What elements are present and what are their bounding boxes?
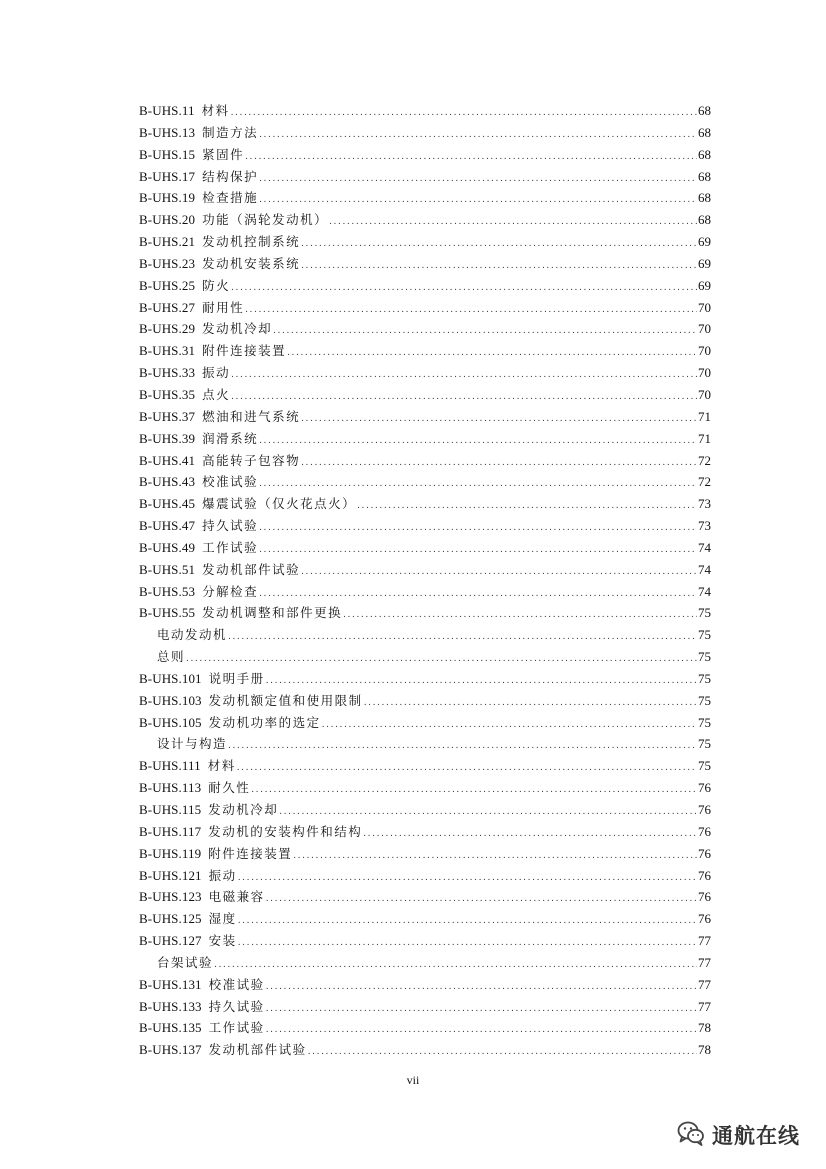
toc-entry-code: B-UHS.20: [139, 212, 196, 228]
toc-entry-code: B-UHS.29: [139, 321, 196, 337]
toc-entry-title: 振动: [202, 365, 231, 381]
toc-entry-code: B-UHS.53: [139, 583, 196, 599]
watermark-text: 通航在线: [712, 1124, 800, 1148]
toc-entry-title: 工作试验: [202, 539, 259, 555]
toc-entry-title: 紧固件: [202, 146, 245, 162]
toc-entry-page: 76: [698, 889, 711, 905]
toc-entry: [139, 515, 711, 537]
dot-leader: [266, 999, 697, 1021]
toc-entry-code: B-UHS.31: [139, 343, 196, 359]
toc-entry-code: B-UHS.101: [139, 670, 202, 686]
toc-entry-page: 75: [698, 692, 711, 708]
toc-entry-page: 77: [698, 954, 711, 970]
toc-entry-title: 湿度: [208, 911, 237, 927]
toc-entry-code: B-UHS.13: [139, 124, 196, 140]
toc-entry-page: 75: [698, 736, 711, 752]
toc-entry-page: 68: [698, 103, 711, 118]
toc-entry: [139, 974, 711, 996]
dot-leader: [301, 562, 697, 584]
dot-leader: [214, 955, 697, 977]
toc-entry-title: 分解检查: [202, 583, 259, 599]
toc-entry-title: 燃油和进气系统: [202, 408, 301, 424]
toc-entry-title: 电动发动机: [157, 627, 228, 643]
toc-entry-title: 持久试验: [202, 518, 259, 534]
toc-entry-title: 点火: [202, 386, 231, 402]
toc-entry-page: 68: [698, 124, 711, 140]
dot-leader: [266, 977, 697, 999]
toc-entry-code: B-UHS.11: [139, 103, 195, 118]
toc-entry: [139, 777, 711, 799]
toc-entry-page: 72: [698, 452, 711, 468]
toc-entry-page: 78: [698, 1020, 711, 1036]
toc-entry-title: 防火: [202, 277, 231, 293]
dot-leader: [266, 1020, 697, 1042]
dot-leader: [363, 824, 697, 846]
toc-entry-title: 制造方法: [202, 124, 259, 140]
toc-entry-page: 77: [698, 933, 711, 949]
toc-entry: [139, 537, 711, 559]
toc-entry: [139, 996, 711, 1018]
toc-entry-code: B-UHS.17: [139, 168, 196, 184]
toc-entry: [139, 559, 711, 581]
dot-leader: [231, 387, 697, 409]
dot-leader: [228, 627, 697, 649]
toc-entry-page: 76: [698, 867, 711, 883]
dot-leader: [259, 540, 697, 562]
dot-leader: [293, 846, 697, 868]
toc-entry-code: B-UHS.119: [139, 845, 202, 861]
toc-entry-page: 74: [698, 539, 711, 555]
dot-leader: [259, 518, 697, 540]
toc-entry-title: 安装: [208, 933, 237, 949]
toc-entry-page: 75: [698, 627, 711, 643]
toc-entry-title: 发动机安装系统: [202, 255, 301, 271]
toc-entry-title: 附件连接装置: [208, 845, 293, 861]
toc-entry: [139, 581, 711, 603]
toc-entry: [139, 406, 711, 428]
toc-entry-title: 电磁兼容: [208, 889, 265, 905]
toc-entry-code: B-UHS.121: [139, 867, 202, 883]
toc-entry-code: B-UHS.125: [139, 911, 202, 927]
toc-entry-title: 设计与构造: [157, 736, 228, 752]
toc-entry-title: 发动机的安装构件和结构: [208, 823, 363, 839]
dot-leader: [245, 147, 697, 169]
toc-entry-title: 检查措施: [202, 190, 259, 206]
toc-entry: [139, 209, 711, 231]
toc-entry-code: B-UHS.25: [139, 277, 196, 293]
toc-entry-title: 振动: [208, 867, 237, 883]
dot-leader: [259, 431, 697, 453]
toc-entry-code: B-UHS.21: [139, 234, 196, 250]
toc-entry-page: 72: [698, 474, 711, 490]
toc-section-heading: [139, 646, 711, 668]
toc-entry: [139, 297, 711, 319]
toc-entry-page: 74: [698, 561, 711, 577]
toc-entry-page: 70: [698, 343, 711, 359]
toc-entry: [139, 712, 711, 734]
toc-entry-code: B-UHS.37: [139, 408, 196, 424]
toc-entry: [139, 428, 711, 450]
toc-entry-title: 耐用性: [202, 299, 245, 315]
toc-entry-code: B-UHS.113: [139, 780, 202, 796]
toc-entry-page: 68: [698, 168, 711, 184]
toc-entry-title: 工作试验: [208, 1020, 265, 1036]
toc-entry-page: 70: [698, 321, 711, 337]
dot-leader: [308, 1042, 697, 1064]
toc-entry-page: 71: [698, 430, 711, 446]
toc-entry: [139, 318, 711, 340]
toc-entry-page: 78: [698, 1042, 711, 1058]
toc-entry-title: 发动机冷却: [202, 321, 273, 337]
toc-entry-code: B-UHS.43: [139, 474, 196, 490]
toc-entry-code: B-UHS.49: [139, 539, 196, 555]
toc-entry-page: 70: [698, 299, 711, 315]
toc-entry-code: B-UHS.27: [139, 299, 196, 315]
toc-entry-code: B-UHS.103: [139, 692, 202, 708]
dot-leader: [259, 169, 697, 191]
toc-entry: [139, 690, 711, 712]
toc-entry: [139, 362, 711, 384]
toc-entry-title: 发动机额定值和使用限制: [208, 692, 363, 708]
dot-leader: [228, 736, 697, 758]
toc-entry-page: 76: [698, 802, 711, 817]
dot-leader: [238, 911, 697, 933]
dot-leader: [301, 234, 697, 256]
toc-entry-page: 75: [698, 649, 711, 665]
toc-entry: [139, 865, 711, 887]
toc-entry-page: 76: [698, 911, 711, 927]
wechat-icon: [676, 1118, 712, 1152]
dot-leader: [357, 496, 697, 518]
toc-entry: [139, 122, 711, 144]
toc-entry-page: 75: [698, 605, 711, 621]
toc-section-heading: [139, 624, 711, 646]
toc-entry-page: 68: [698, 190, 711, 206]
toc-entry-code: B-UHS.19: [139, 190, 196, 206]
dot-leader: [231, 103, 697, 125]
toc-entry-page: 75: [698, 670, 711, 686]
toc-entry-title: 发动机功率的选定: [208, 714, 321, 730]
toc-entry-code: B-UHS.137: [139, 1042, 202, 1058]
toc-entry-title: 台架试验: [157, 954, 214, 970]
dot-leader: [231, 365, 697, 387]
toc-entry-page: 73: [698, 518, 711, 534]
dot-leader: [259, 125, 697, 147]
toc-entry-title: 说明手册: [208, 670, 265, 686]
toc-entry-code: B-UHS.33: [139, 365, 196, 381]
dot-leader: [237, 758, 697, 780]
dot-leader: [231, 278, 697, 300]
toc-entry-code: B-UHS.133: [139, 998, 202, 1014]
toc-entry-title: 润滑系统: [202, 430, 259, 446]
toc-entry-page: 68: [698, 146, 711, 162]
toc-section-heading: [139, 733, 711, 755]
toc-entry: [139, 821, 711, 843]
toc-entry-code: B-UHS.15: [139, 146, 196, 162]
toc-entry-code: B-UHS.47: [139, 518, 196, 534]
toc-entry: [139, 930, 711, 952]
dot-leader: [329, 212, 697, 234]
toc-entry: [139, 843, 711, 865]
toc-entry-code: B-UHS.45: [139, 496, 196, 512]
toc-entry-title: 爆震试验（仅火花点火）: [202, 496, 357, 512]
toc-entry-page: 76: [698, 780, 711, 796]
toc-entry-code: B-UHS.115: [139, 802, 202, 817]
toc-entry: [139, 231, 711, 253]
toc-entry: [139, 755, 711, 777]
toc-entry-code: B-UHS.105: [139, 714, 202, 730]
dot-leader: [238, 868, 697, 890]
toc-entry-title: 耐久性: [208, 780, 251, 796]
dot-leader: [238, 933, 697, 955]
toc-entry-page: 75: [698, 758, 711, 774]
toc-entry-page: 70: [698, 365, 711, 381]
toc-entry-page: 77: [698, 998, 711, 1014]
toc-entry-code: B-UHS.41: [139, 452, 196, 468]
dot-leader: [322, 715, 697, 737]
toc-entry-title: 校准试验: [202, 474, 259, 490]
dot-leader: [301, 256, 697, 278]
toc-entry-code: B-UHS.39: [139, 430, 196, 446]
toc-entry-page: 69: [698, 234, 711, 250]
toc-entry: [139, 493, 711, 515]
toc-entry-title: 材料: [201, 103, 230, 118]
toc-entry-code: B-UHS.35: [139, 386, 196, 402]
toc-entry-title: 校准试验: [208, 976, 265, 992]
toc-entry-title: 材料: [207, 758, 236, 774]
dot-leader: [287, 343, 697, 365]
dot-leader: [343, 605, 697, 627]
toc-entry: [139, 1017, 711, 1039]
toc-entry: [139, 187, 711, 209]
toc-entry: [139, 799, 711, 821]
dot-leader: [301, 409, 697, 431]
toc-entry-title: 结构保护: [202, 168, 259, 184]
toc-entry: [139, 450, 711, 472]
toc-entry: [139, 668, 711, 690]
toc-section-heading: [139, 952, 711, 974]
toc-entry-page: 76: [698, 823, 711, 839]
toc-entry-code: B-UHS.111: [139, 758, 201, 774]
dot-leader: [245, 300, 697, 322]
toc-entry-code: B-UHS.23: [139, 255, 196, 271]
dot-leader: [251, 780, 697, 802]
toc-entry-page: 76: [698, 845, 711, 861]
toc-entry-title: 附件连接装置: [202, 343, 287, 359]
toc-entry-title: 总则: [157, 649, 186, 665]
toc-entry-page: 73: [698, 496, 711, 512]
toc-entry-title: 高能转子包容物: [202, 452, 301, 468]
toc-entry: [139, 384, 711, 406]
toc-entry: [139, 886, 711, 908]
toc-entry: [139, 340, 711, 362]
toc-entry-code: B-UHS.117: [139, 823, 202, 839]
dot-leader: [266, 889, 697, 911]
toc-entry: [139, 602, 711, 624]
toc-entry-page: 68: [698, 212, 711, 228]
toc-entry-title: 发动机控制系统: [202, 234, 301, 250]
toc-entry-title: 持久试验: [208, 998, 265, 1014]
dot-leader: [301, 453, 697, 475]
toc-entry-code: B-UHS.131: [139, 976, 202, 992]
toc-entry-title: 发动机部件试验: [202, 561, 301, 577]
toc-entry-code: B-UHS.51: [139, 561, 196, 577]
toc-entry-title: 发动机调整和部件更换: [202, 605, 343, 621]
toc-entry: [139, 908, 711, 930]
toc-entry-code: B-UHS.55: [139, 605, 196, 621]
toc-entry-title: 功能（涡轮发动机）: [202, 212, 329, 228]
toc-entry-page: 75: [698, 714, 711, 730]
watermark: [676, 1118, 800, 1152]
dot-leader: [273, 321, 697, 343]
toc-entry-page: 69: [698, 255, 711, 271]
toc-entry: [139, 253, 711, 275]
toc-entry-page: 70: [698, 386, 711, 402]
toc-entry-page: 77: [698, 976, 711, 992]
page-number: vii: [406, 1073, 420, 1087]
table-of-contents: [139, 100, 711, 1061]
toc-entry-code: B-UHS.135: [139, 1020, 202, 1036]
toc-entry-code: B-UHS.123: [139, 889, 202, 905]
toc-entry-page: 71: [698, 408, 711, 424]
toc-entry: [139, 275, 711, 297]
toc-entry-page: 69: [698, 277, 711, 293]
toc-entry: [139, 166, 711, 188]
toc-entry-title: 发动机部件试验: [208, 1042, 307, 1058]
dot-leader: [364, 693, 697, 715]
toc-entry: [139, 1039, 711, 1061]
toc-entry: [139, 471, 711, 493]
toc-entry-page: 74: [698, 583, 711, 599]
toc-entry-title: 发动机冷却: [208, 802, 279, 817]
toc-entry-code: B-UHS.127: [139, 933, 202, 949]
toc-entry: [139, 100, 711, 122]
toc-entry: [139, 144, 711, 166]
